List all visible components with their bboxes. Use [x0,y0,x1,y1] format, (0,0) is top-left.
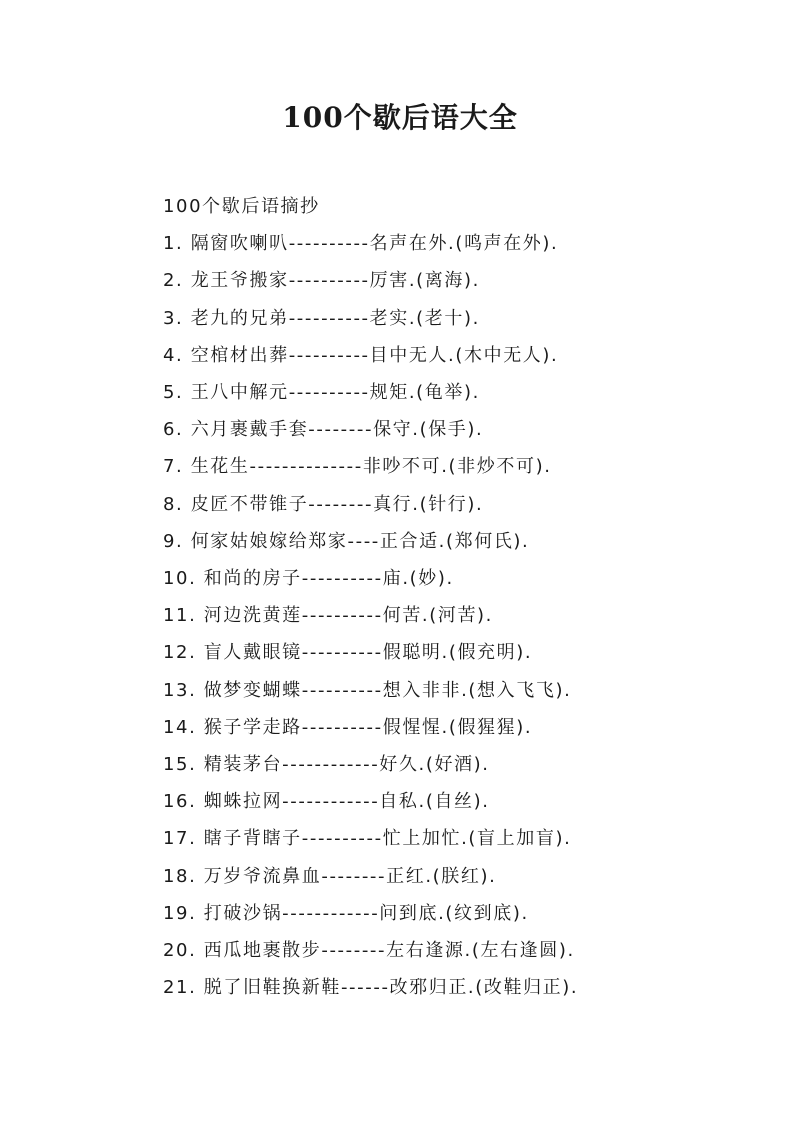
entry-number: 19. [163,902,197,924]
entry-number: 18. [163,865,197,887]
entry-text: 盲人戴眼镜----------假聪明.(假充明). [203,642,533,664]
entry-text: 万岁爷流鼻血--------正红.(朕红). [203,865,497,887]
entry-text: 皮匠不带锥子--------真行.(针行). [190,493,484,515]
list-item [163,486,760,523]
list-item [163,411,760,448]
entry-number: 2. [163,270,184,292]
list-item [163,262,760,299]
list-item [163,448,760,485]
list-item [163,858,760,895]
entry-number: 11. [163,605,197,627]
entry-number: 8. [163,493,184,515]
entry-text: 做梦变蝴蝶----------想入非非.(想入飞飞). [203,679,572,701]
entry-number: 10. [163,568,197,590]
entry-text: 六月裹戴手套--------保守.(保手). [190,419,484,441]
entry-number: 1. [163,233,184,255]
list-item [163,672,760,709]
entry-text: 脱了旧鞋换新鞋------改邪归正.(改鞋归正). [203,977,579,999]
list-item [163,225,760,262]
document-body [163,188,760,1006]
list-item [163,969,760,1006]
entry-text: 空棺材出葬----------目中无人.(木中无人). [190,344,559,366]
entry-number: 12. [163,642,197,664]
entry-text: 龙王爷搬家----------厉害.(离海). [190,270,480,292]
list-item [163,895,760,932]
entry-number: 21. [163,977,197,999]
entry-text: 瞎子背瞎子----------忙上加忙.(盲上加盲). [203,828,572,850]
entry-text: 老九的兄弟----------老实.(老十). [190,307,480,329]
entry-text: 打破沙锅------------问到底.(纹到底). [203,902,529,924]
entry-number: 17. [163,828,197,850]
entry-number: 16. [163,791,197,813]
document-subtitle: 100个歇后语摘抄 [163,196,320,217]
entry-text: 河边洗黄莲----------何苦.(河苦). [203,605,494,627]
entry-number: 20. [163,940,197,962]
entry-text: 生花生--------------非吵不可.(非炒不可). [190,456,552,478]
entry-number: 14. [163,716,197,738]
list-item [163,783,760,820]
entry-text: 猴子学走路----------假惺惺.(假猩猩). [203,716,533,738]
list-item [163,374,760,411]
entry-number: 13. [163,679,197,701]
list-item [163,634,760,671]
entry-number: 5. [163,382,184,404]
entry-number: 7. [163,456,184,478]
list-item [163,523,760,560]
list-item [163,709,760,746]
entry-text: 和尚的房子----------庙.(妙). [203,568,454,590]
list-item [163,746,760,783]
entry-text: 西瓜地裹散步--------左右逢源.(左右逢圆). [203,940,575,962]
list-item [163,560,760,597]
entry-number: 6. [163,419,184,441]
entry-number: 15. [163,754,197,776]
list-item [163,337,760,374]
entry-number: 4. [163,344,184,366]
document-title: 100个歇后语大全 [282,101,518,134]
list-item [163,300,760,337]
entry-text: 精装茅台------------好久.(好酒). [203,754,490,776]
entry-number: 3. [163,307,184,329]
entry-text: 王八中解元----------规矩.(龟举). [190,382,480,404]
entry-text: 何家姑娘嫁给郑家----正合适.(郑何氏). [190,530,530,552]
entry-number: 9. [163,530,184,552]
list-item [163,597,760,634]
entry-text: 隔窗吹喇叭----------名声在外.(鸣声在外). [190,233,559,255]
list-item [163,932,760,969]
entry-list [163,225,760,1006]
list-item [163,820,760,857]
entry-text: 蜘蛛拉网------------自私.(自丝). [203,791,490,813]
